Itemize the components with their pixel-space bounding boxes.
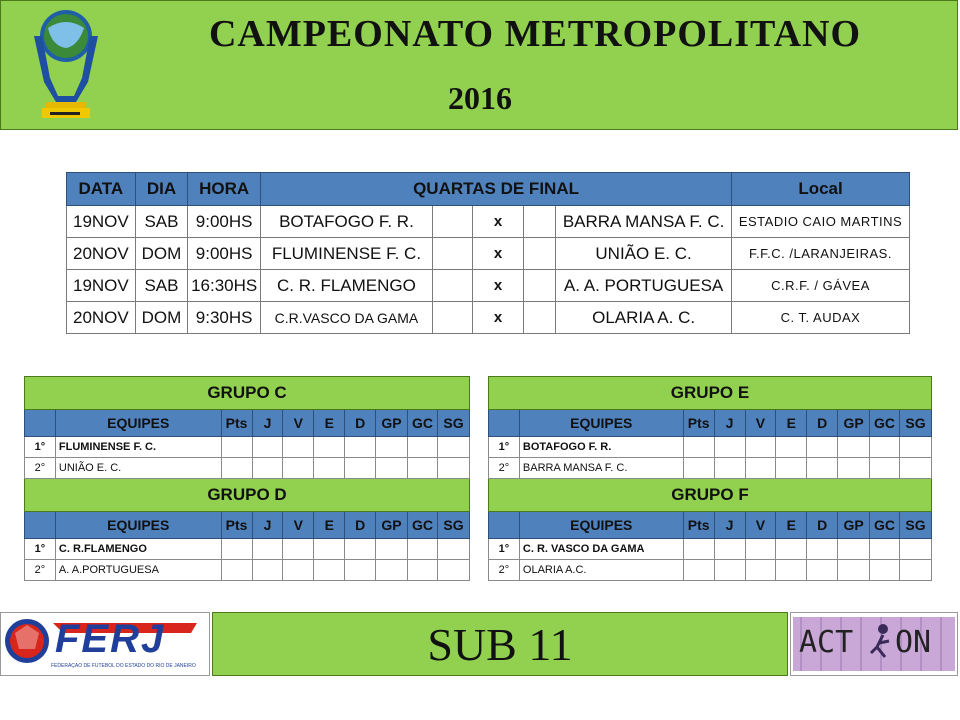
stat-cell <box>408 437 438 458</box>
stat-cell <box>807 539 838 560</box>
stat-cell <box>870 560 900 581</box>
home-score <box>432 238 472 270</box>
team-position: 1° <box>25 539 56 560</box>
stat-cell <box>683 437 714 458</box>
action-logo-text-right: ON <box>895 625 932 660</box>
stat-cell <box>376 539 408 560</box>
stat-cell <box>714 539 745 560</box>
group-e-title: GRUPO E <box>489 377 932 410</box>
col-header-equipes: EQUIPES <box>55 512 221 539</box>
stat-cell <box>252 539 283 560</box>
group-title-row <box>25 479 470 512</box>
team-name: A. A.PORTUGUESA <box>55 560 221 581</box>
stat-cell <box>283 560 314 581</box>
table-row <box>25 539 470 560</box>
col-header-pts: Pts <box>221 512 252 539</box>
col-header-e: E <box>776 512 807 539</box>
stat-cell <box>900 437 932 458</box>
match-day: DOM <box>135 238 188 270</box>
col-header-pos <box>25 512 56 539</box>
stat-cell <box>870 539 900 560</box>
group-title-row <box>489 479 932 512</box>
col-header-data: DATA <box>67 173 136 206</box>
match-time: 9:00HS <box>188 206 261 238</box>
stat-cell <box>408 458 438 479</box>
stat-cell <box>221 458 252 479</box>
versus-mark: x <box>473 270 524 302</box>
away-score <box>523 302 555 334</box>
stat-cell <box>283 437 314 458</box>
stat-cell <box>683 458 714 479</box>
col-header-hora: HORA <box>188 173 261 206</box>
group-header-row <box>489 410 932 437</box>
stat-cell <box>683 539 714 560</box>
group-header-row <box>25 512 470 539</box>
team-position: 1° <box>25 437 56 458</box>
col-header-gc: GC <box>870 512 900 539</box>
table-row <box>67 206 910 238</box>
team-name: OLARIA A.C. <box>519 560 683 581</box>
col-header-sg: SG <box>437 512 469 539</box>
stat-cell <box>745 560 776 581</box>
group-title-row <box>489 377 932 410</box>
quarter-finals-header-row <box>67 173 910 206</box>
action-logo <box>790 612 958 676</box>
col-header-dia: DIA <box>135 173 188 206</box>
versus-mark: x <box>473 302 524 334</box>
away-team: UNIÃO E. C. <box>556 238 732 270</box>
col-header-gp: GP <box>376 410 408 437</box>
stat-cell <box>745 437 776 458</box>
stat-cell <box>683 560 714 581</box>
versus-mark: x <box>473 206 524 238</box>
group-c-d-table <box>24 376 470 581</box>
col-header-pos <box>489 410 520 437</box>
stat-cell <box>221 539 252 560</box>
stat-cell <box>745 458 776 479</box>
col-header-pts: Pts <box>683 512 714 539</box>
group-d-title: GRUPO D <box>25 479 470 512</box>
ferj-logo-text: FERJ <box>55 617 166 661</box>
stat-cell <box>838 437 870 458</box>
home-score <box>432 206 472 238</box>
team-name: BARRA MANSA F. C. <box>519 458 683 479</box>
team-name: BOTAFOGO F. R. <box>519 437 683 458</box>
home-team: C. R. FLAMENGO <box>261 270 433 302</box>
col-header-gp: GP <box>838 410 870 437</box>
col-header-gc: GC <box>408 410 438 437</box>
stat-cell <box>776 437 807 458</box>
col-header-j: J <box>714 410 745 437</box>
stat-cell <box>807 458 838 479</box>
stat-cell <box>714 458 745 479</box>
away-score <box>523 206 555 238</box>
col-header-quartas: QUARTAS DE FINAL <box>261 173 732 206</box>
stat-cell <box>437 437 469 458</box>
team-position: 2° <box>489 458 520 479</box>
away-score <box>523 270 555 302</box>
stat-cell <box>838 539 870 560</box>
col-header-pos <box>25 410 56 437</box>
stat-cell <box>345 437 376 458</box>
stat-cell <box>870 458 900 479</box>
stat-cell <box>376 437 408 458</box>
quarter-finals-table <box>66 172 910 334</box>
col-header-v: V <box>745 410 776 437</box>
table-row <box>67 270 910 302</box>
category-label: SUB 11 <box>212 612 788 676</box>
table-row <box>25 437 470 458</box>
col-header-pts: Pts <box>221 410 252 437</box>
stat-cell <box>314 560 345 581</box>
col-header-j: J <box>714 512 745 539</box>
action-logo-text-left: ACT <box>799 625 854 660</box>
table-row <box>489 539 932 560</box>
col-header-e: E <box>314 410 345 437</box>
col-header-pts: Pts <box>683 410 714 437</box>
match-day: SAB <box>135 206 188 238</box>
match-date: 19NOV <box>67 206 136 238</box>
stat-cell <box>807 437 838 458</box>
stat-cell <box>221 437 252 458</box>
table-row <box>25 560 470 581</box>
stat-cell <box>314 539 345 560</box>
match-time: 9:30HS <box>188 302 261 334</box>
col-header-gp: GP <box>376 512 408 539</box>
col-header-local: Local <box>732 173 910 206</box>
away-team: OLARIA A. C. <box>556 302 732 334</box>
trophy-icon <box>28 6 104 124</box>
col-header-j: J <box>252 512 283 539</box>
match-day: SAB <box>135 270 188 302</box>
stat-cell <box>776 539 807 560</box>
stat-cell <box>745 539 776 560</box>
stat-cell <box>900 539 932 560</box>
stat-cell <box>408 560 438 581</box>
stat-cell <box>314 458 345 479</box>
team-name: UNIÃO E. C. <box>55 458 221 479</box>
home-score <box>432 302 472 334</box>
stat-cell <box>252 458 283 479</box>
stat-cell <box>252 560 283 581</box>
stat-cell <box>283 458 314 479</box>
col-header-v: V <box>283 512 314 539</box>
stat-cell <box>776 560 807 581</box>
col-header-v: V <box>745 512 776 539</box>
home-team: C.R.VASCO DA GAMA <box>261 302 433 334</box>
ferj-tagline: FEDERAÇÃO DE FUTEBOL DO ESTADO DO RIO DE JANEIRO <box>51 663 196 669</box>
ferj-logo <box>0 612 210 676</box>
home-score <box>432 270 472 302</box>
away-team: BARRA MANSA F. C. <box>556 206 732 238</box>
team-name: C. R.FLAMENGO <box>55 539 221 560</box>
stat-cell <box>838 560 870 581</box>
page-title: CAMPEONATO METROPOLITANO <box>208 13 862 55</box>
col-header-v: V <box>283 410 314 437</box>
stat-cell <box>376 560 408 581</box>
table-row <box>67 302 910 334</box>
col-header-sg: SG <box>900 512 932 539</box>
match-day: DOM <box>135 302 188 334</box>
col-header-gc: GC <box>408 512 438 539</box>
col-header-equipes: EQUIPES <box>519 410 683 437</box>
stat-cell <box>900 560 932 581</box>
match-time: 16:30HS <box>188 270 261 302</box>
team-position: 2° <box>25 458 56 479</box>
stat-cell <box>437 458 469 479</box>
group-c-title: GRUPO C <box>25 377 470 410</box>
home-team: FLUMINENSE F. C. <box>261 238 433 270</box>
stat-cell <box>900 458 932 479</box>
away-team: A. A. PORTUGUESA <box>556 270 732 302</box>
match-date: 20NOV <box>67 302 136 334</box>
col-header-e: E <box>776 410 807 437</box>
col-header-sg: SG <box>437 410 469 437</box>
stat-cell <box>283 539 314 560</box>
col-header-gp: GP <box>838 512 870 539</box>
stat-cell <box>714 437 745 458</box>
table-row <box>25 458 470 479</box>
stat-cell <box>314 437 345 458</box>
table-row <box>489 560 932 581</box>
col-header-e: E <box>314 512 345 539</box>
home-team: BOTAFOGO F. R. <box>261 206 433 238</box>
col-header-d: D <box>345 512 376 539</box>
stat-cell <box>870 437 900 458</box>
table-row <box>67 238 910 270</box>
col-header-j: J <box>252 410 283 437</box>
stat-cell <box>345 539 376 560</box>
stat-cell <box>776 458 807 479</box>
stat-cell <box>252 437 283 458</box>
group-header-row <box>489 512 932 539</box>
stat-cell <box>714 560 745 581</box>
col-header-d: D <box>807 410 838 437</box>
match-venue: F.F.C. /LARANJEIRAS. <box>732 238 910 270</box>
team-position: 2° <box>489 560 520 581</box>
stat-cell <box>221 560 252 581</box>
stat-cell <box>838 458 870 479</box>
versus-mark: x <box>473 238 524 270</box>
away-score <box>523 238 555 270</box>
team-position: 2° <box>25 560 56 581</box>
stat-cell <box>376 458 408 479</box>
table-row <box>489 458 932 479</box>
stat-cell <box>437 539 469 560</box>
match-venue: ESTADIO CAIO MARTINS <box>732 206 910 238</box>
col-header-sg: SG <box>900 410 932 437</box>
stat-cell <box>345 560 376 581</box>
group-e-f-table <box>488 376 932 581</box>
col-header-equipes: EQUIPES <box>55 410 221 437</box>
col-header-gc: GC <box>870 410 900 437</box>
stat-cell <box>408 539 438 560</box>
group-header-row <box>25 410 470 437</box>
match-venue: C. T. AUDAX <box>732 302 910 334</box>
col-header-pos <box>489 512 520 539</box>
col-header-d: D <box>345 410 376 437</box>
page-year: 2016 <box>448 80 512 116</box>
match-time: 9:00HS <box>188 238 261 270</box>
table-row <box>489 437 932 458</box>
group-title-row <box>25 377 470 410</box>
col-header-equipes: EQUIPES <box>519 512 683 539</box>
team-name: FLUMINENSE F. C. <box>55 437 221 458</box>
col-header-d: D <box>807 512 838 539</box>
stat-cell <box>345 458 376 479</box>
team-name: C. R. VASCO DA GAMA <box>519 539 683 560</box>
match-date: 19NOV <box>67 270 136 302</box>
match-date: 20NOV <box>67 238 136 270</box>
group-f-title: GRUPO F <box>489 479 932 512</box>
team-position: 1° <box>489 437 520 458</box>
stat-cell <box>437 560 469 581</box>
match-venue: C.R.F. / GÁVEA <box>732 270 910 302</box>
team-position: 1° <box>489 539 520 560</box>
stat-cell <box>807 560 838 581</box>
